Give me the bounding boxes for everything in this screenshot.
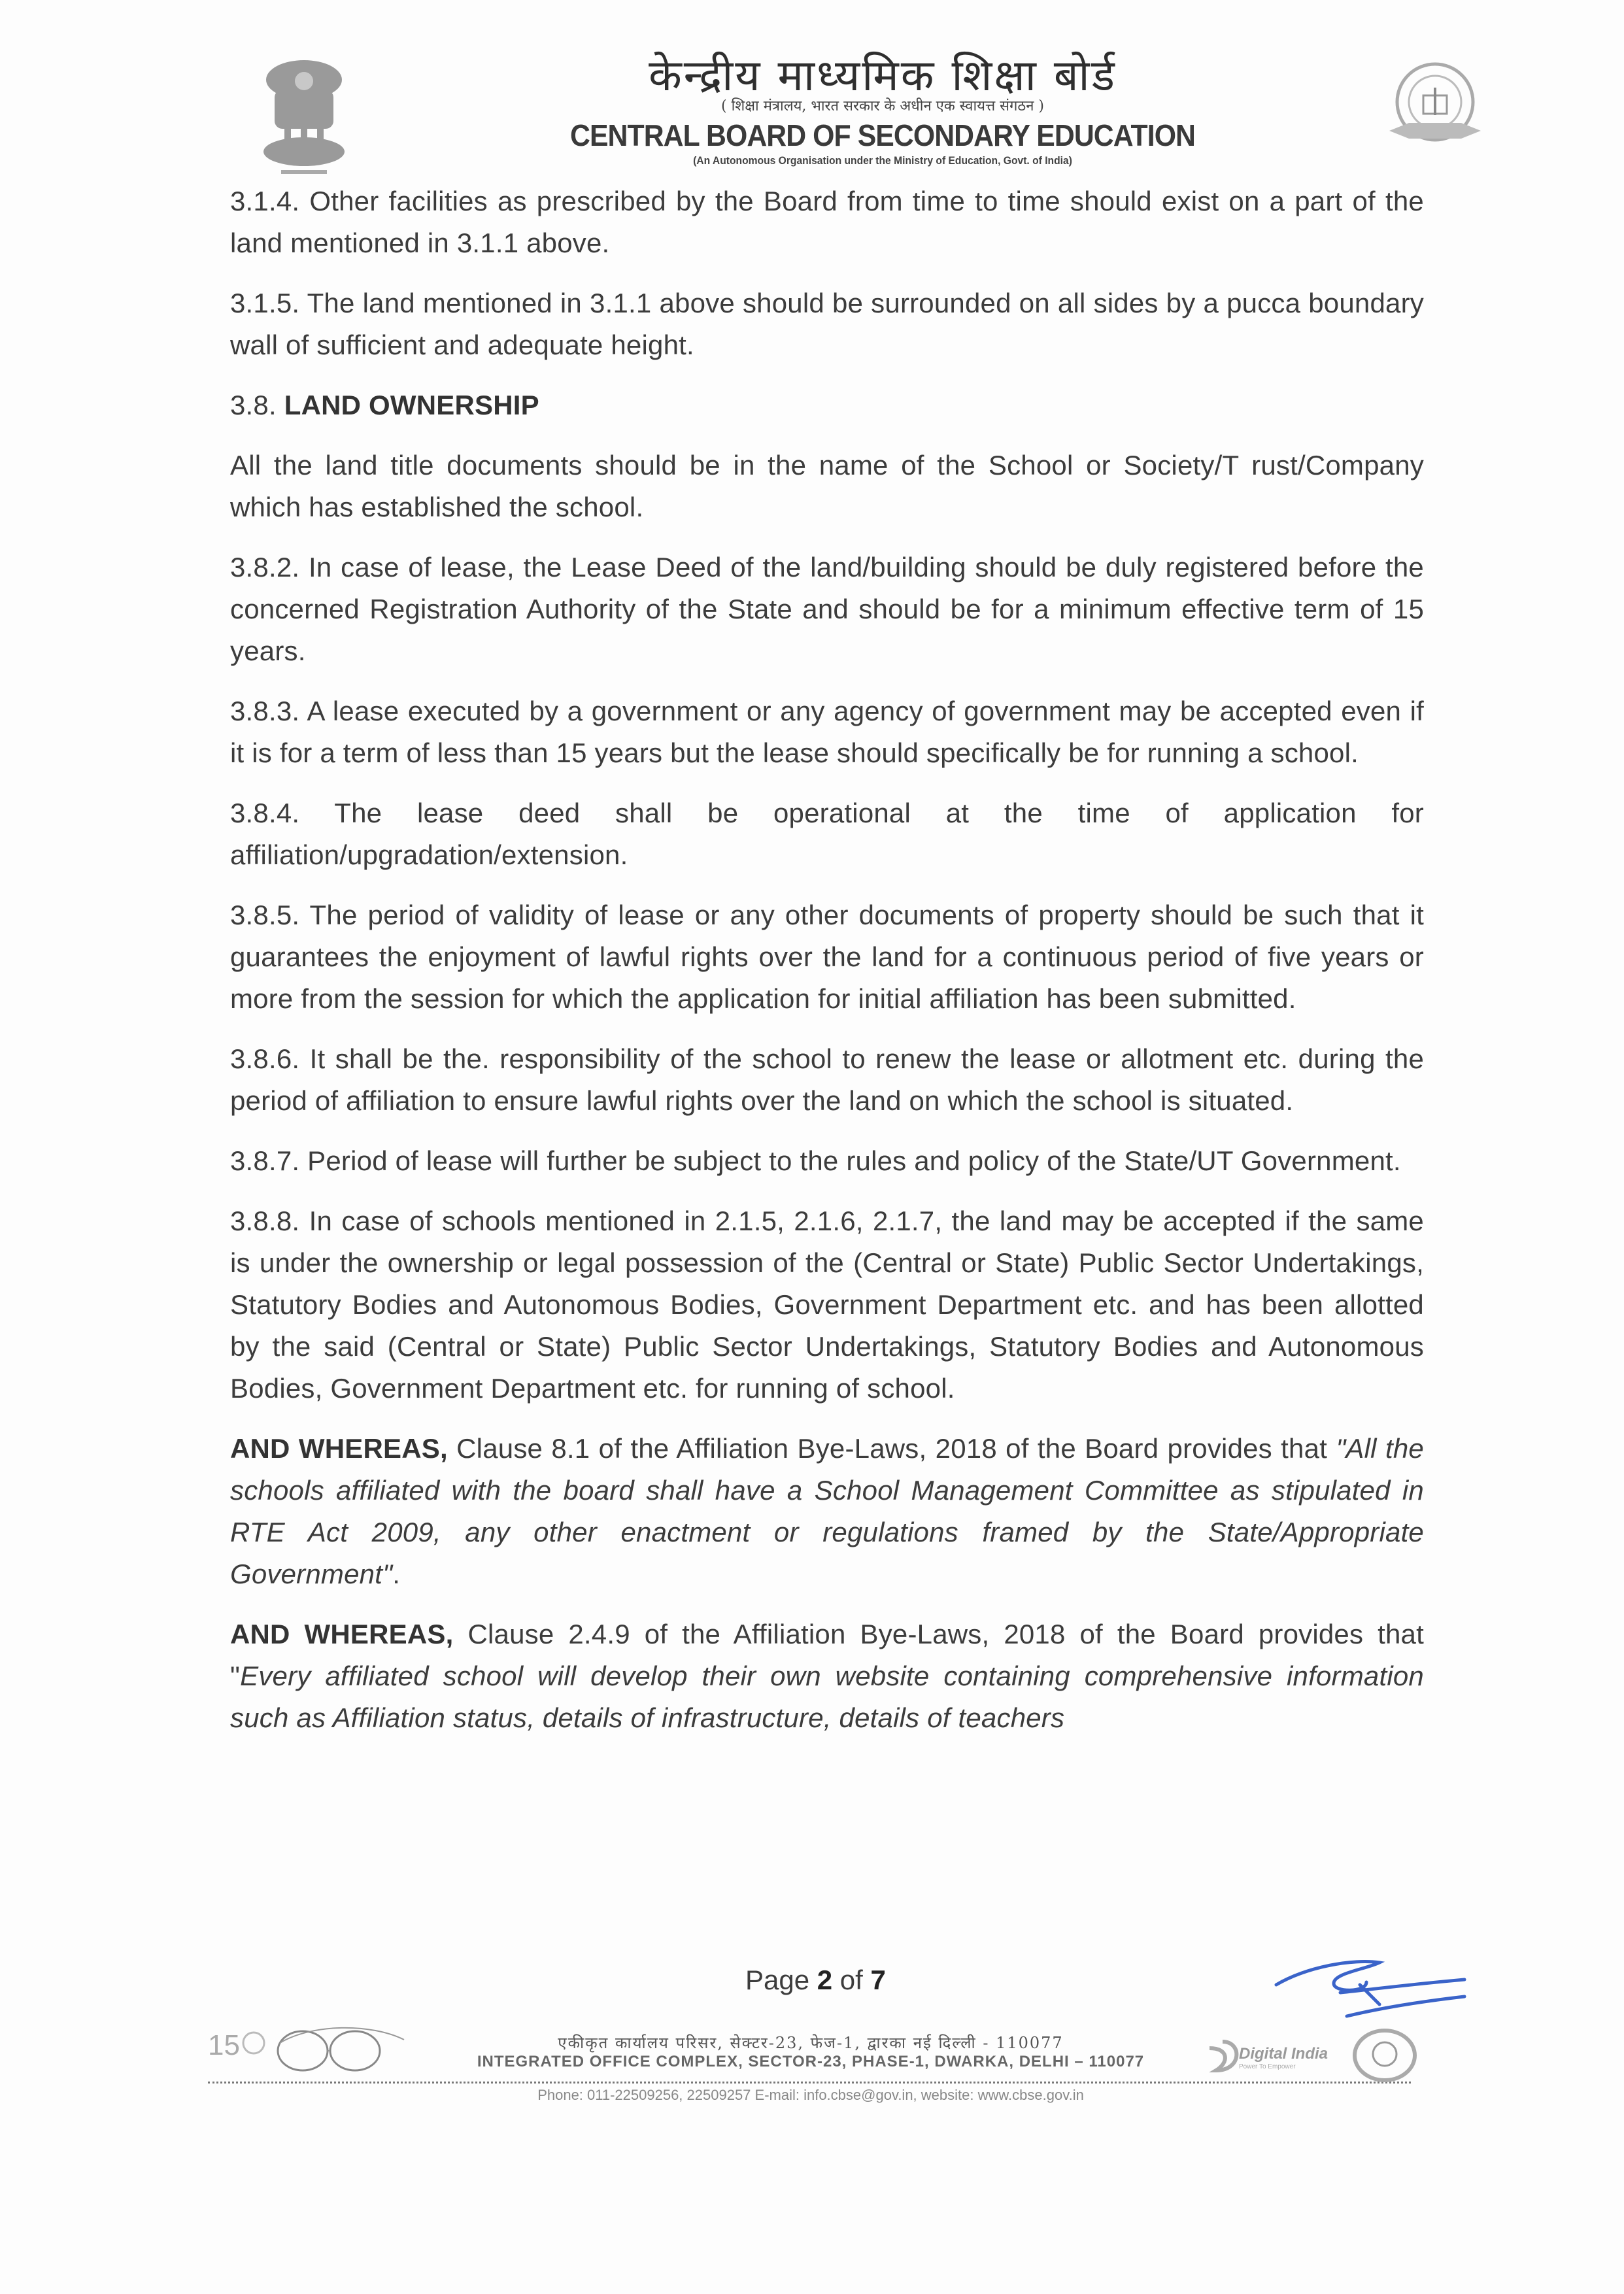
clause-3-8-1: All the land title documents should be in the name of the School or Society/T rust/Company which has established the school. — [230, 450, 1424, 522]
clause-3-8-5: 3.8.5. The period of validity of lease or any other documents of property should be such that it guarantees the enjoyment of lawful rights over the land for a continuous period of five years or more from the session for which the application for initial affiliation has been submitted. — [230, 900, 1424, 1014]
clause-3-8-2: 3.8.2. In case of lease, the Lease Deed of the land/building should be duly registered before the concerned Registration Authority of the State and should be for a minimum effective term of 15 years. — [230, 552, 1424, 666]
page-current: 2 — [817, 1965, 833, 1995]
clause-3-8-6: 3.8.6. It shall be the. responsibility of the school to renew the lease or allotment etc. during the period of affiliation to ensure lawful rights over the land on which the school is situated. — [230, 1043, 1424, 1116]
section-title: LAND OWNERSHIP — [284, 390, 539, 420]
state-emblem-icon — [248, 54, 360, 178]
whereas-quote: "All the schools affiliated with the board shall have a School Management Committee as stipulated in RTE Act 2009, any other enactment or regulations framed by the State/Appropriate Government" — [230, 1433, 1424, 1589]
page-number — [745, 1965, 886, 1996]
header-english-subtitle: (An Autonomous Organisation under the Ministry of Education, Govt. of India) — [693, 154, 1072, 167]
section-number: 3.8. — [230, 390, 277, 420]
page-total: 7 — [870, 1965, 886, 1995]
whereas-lead: AND WHEREAS, — [230, 1433, 448, 1464]
clause-3-1-4: 3.1.4. Other facilities as prescribed by the Board from time to time should exist on a part of the land mentioned in 3.1.1 above. — [230, 186, 1424, 258]
whereas-clause-2-4-9 — [230, 1613, 1424, 1739]
whereas-lead: AND WHEREAS, — [230, 1619, 454, 1649]
signature-icon — [1268, 1953, 1478, 2025]
beti-bachao-logo-icon — [1352, 2028, 1417, 2083]
digital-india-tagline: Power To Empower — [1239, 2063, 1296, 2070]
header-hindi-subtitle: ( शिक्षा मंत्रालय, भारत सरकार के अधीन एक स्वायत्त संगठन ) — [721, 98, 1044, 114]
clause-3-8-3: 3.8.3. A lease executed by a government or any agency of government may be accepted even if it is for a term of less than 15 years but the lease should specifically be for running a school. — [230, 696, 1424, 768]
whereas-text: Clause 8.1 of the Affiliation Bye-Laws, 2018 of the Board provides that — [447, 1433, 1336, 1464]
header-english-title: CENTRAL BOARD OF SECONDARY EDUCATION — [569, 118, 1196, 152]
whereas-text: Clause 2.4.9 of the Affiliation Bye-Laws, 2018 of the Board provides that " — [230, 1619, 1424, 1691]
clause-3-8-8: 3.8.8. In case of schools mentioned in 2.1.5, 2.1.6, 2.1.7, the land may be accepted if the same is under the ownership or legal possession of the (Central or State) Public Sector Undertakings, Statutory Bodies and Autonomous Bodies, Government Department etc. and has been allotted by the said (Central or State) Public Sector Undertakings, Statutory Bodies and Autonomous Bodies, Government Department etc. for running of school. — [230, 1206, 1424, 1404]
svg-text:15: 15 — [208, 2029, 240, 2061]
page-mid: of — [832, 1965, 871, 1995]
footer-contact: Phone: 011-22509256, 22509257 E-mail: info.cbse@gov.in, website: www.cbse.gov.in — [537, 2087, 1084, 2103]
clause-3-8-4: 3.8.4. The lease deed shall be operational at the time of application for affiliation/upgradation/extension. — [230, 798, 1424, 870]
whereas-clause-8-1 — [230, 1428, 1424, 1595]
footer-address-english: INTEGRATED OFFICE COMPLEX, SECTOR-23, PHASE-1, DWARKA, DELHI – 110077 — [477, 2053, 1145, 2070]
footer-address-hindi: एकीकृत कार्यालय परिसर, सेक्टर-23, फेज-1, द्वारका नई दिल्ली - 110077 — [558, 2034, 1064, 2052]
footer-divider — [208, 2082, 1411, 2083]
clause-3-8-7: 3.8.7. Period of lease will further be subject to the rules and policy of the State/UT Government. — [230, 1145, 1401, 1176]
header-hindi-title: केन्द्रीय माध्यमिक शिक्षा बोर्ड — [649, 50, 1117, 101]
azadi-ka-amrit-mahotsav-logo-icon — [208, 2023, 437, 2082]
digital-india-text: Digital India — [1239, 2045, 1328, 2063]
cbse-logo-icon — [1370, 58, 1500, 156]
whereas-quote: Every affiliated school will develop their own website containing comprehensive information such as Affiliation status, details of infrastructure, details of teachers — [230, 1661, 1424, 1733]
clause-3-1-5: 3.1.5. The land mentioned in 3.1.1 above should be surrounded on all sides by a pucca boundary wall of sufficient and adequate height. — [230, 288, 1424, 360]
page-prefix: Page — [745, 1965, 817, 1995]
section-heading-land-ownership — [230, 384, 1424, 426]
document-body — [230, 180, 1424, 1757]
whereas-end: . — [392, 1559, 401, 1589]
